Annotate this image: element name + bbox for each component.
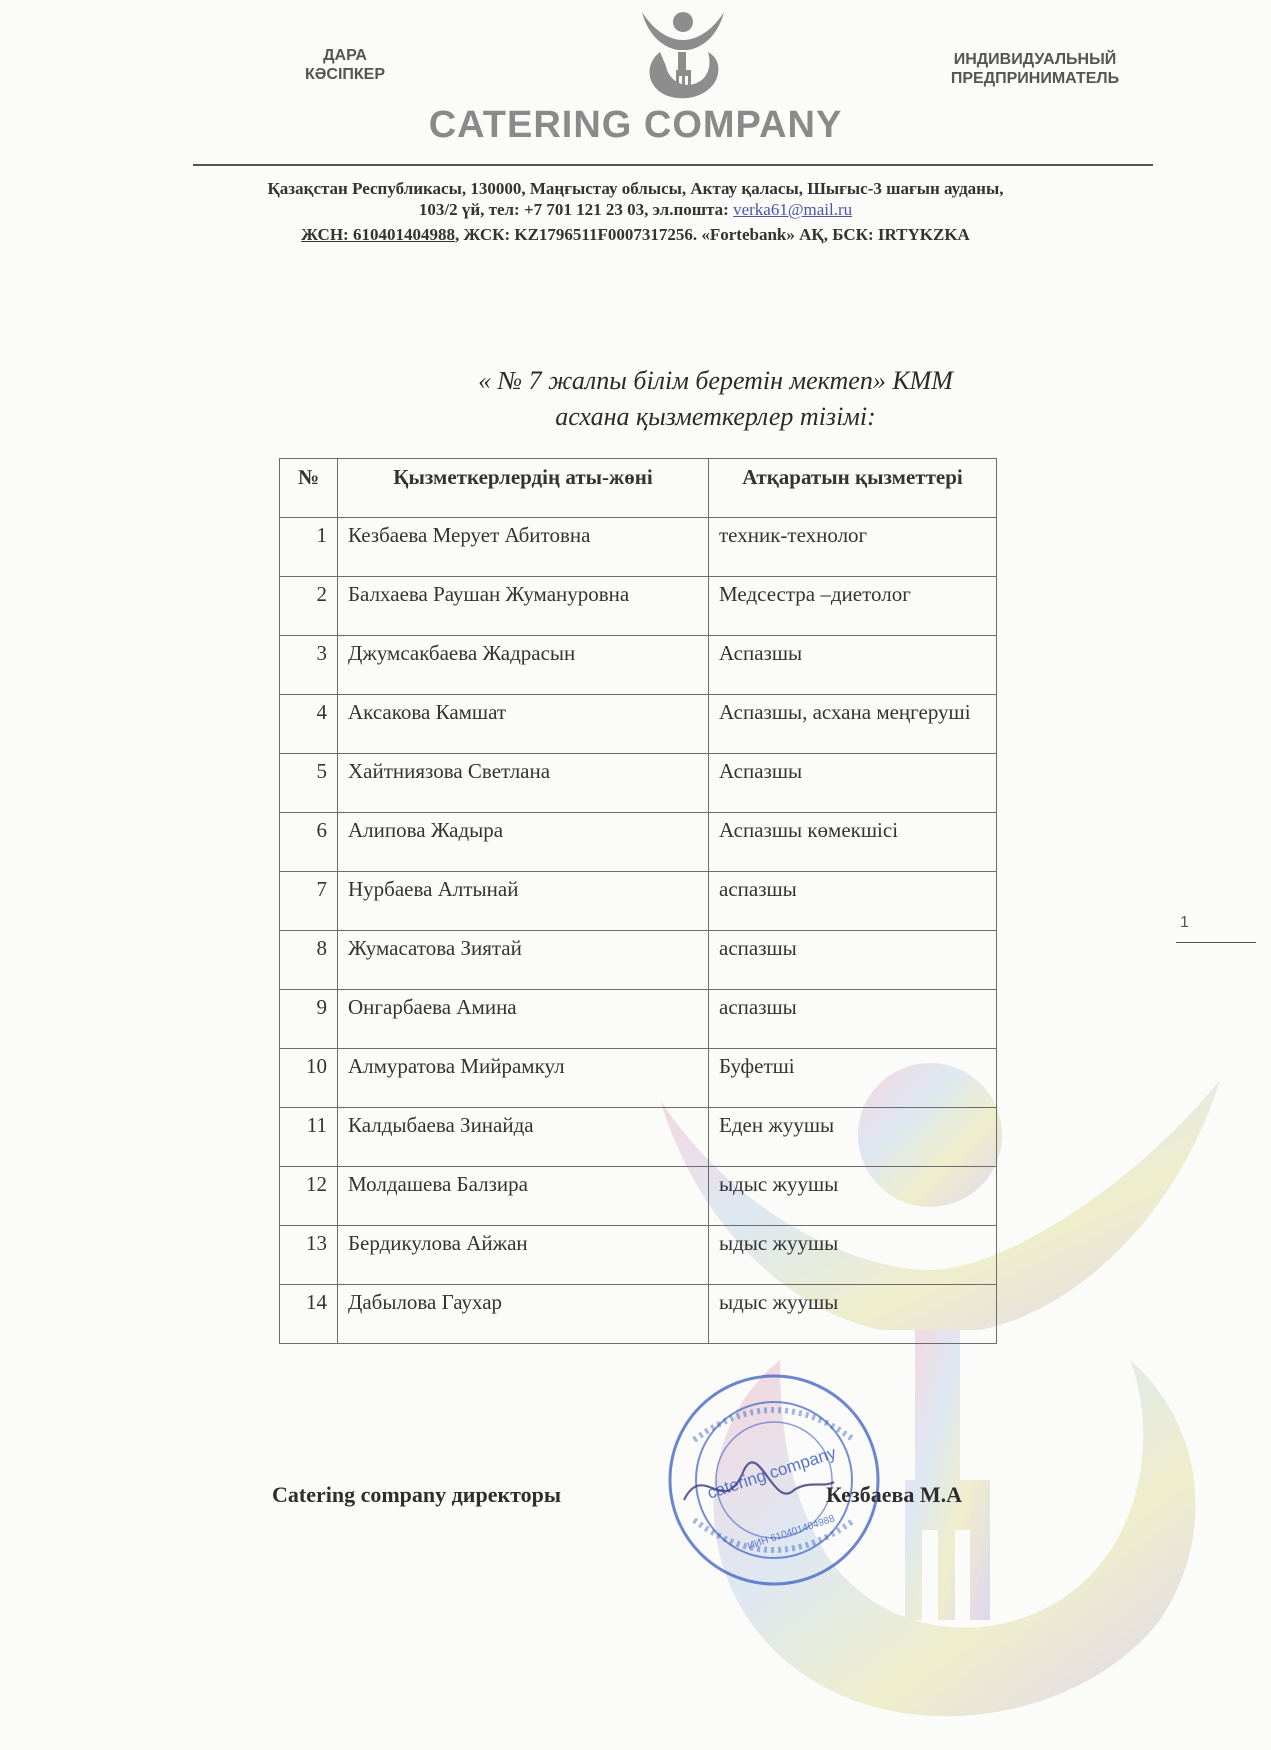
row-number: 14 — [280, 1285, 338, 1344]
left-label-line2: КӘСІПКЕР — [305, 66, 385, 83]
right-label-line2: ПРЕДПРИНИМАТЕЛЬ — [950, 70, 1120, 87]
email-link[interactable]: verka61@mail.ru — [733, 200, 853, 219]
table-row — [280, 577, 997, 636]
document-title-line-1: « № 7 жалпы білім беретін мектеп» КММ — [478, 366, 953, 395]
iin-number: ЖСН: 610401404988 — [301, 225, 455, 244]
row-role: ыдыс жуушы — [709, 1167, 997, 1226]
row-number: 12 — [280, 1167, 338, 1226]
stamp-iin: ИИН 610401404988 — [746, 1513, 837, 1553]
table-row — [280, 872, 997, 931]
table-row — [280, 813, 997, 872]
row-number: 2 — [280, 577, 338, 636]
row-name: Кезбаева Мерует Абитовна — [338, 518, 709, 577]
row-number: 9 — [280, 990, 338, 1049]
letterhead-divider — [193, 164, 1153, 166]
table-row — [280, 518, 997, 577]
document-title-line-2: асхана қызметкерлер тізімі: — [555, 402, 876, 431]
header-name: Қызметкерлердің аты-жөні — [338, 459, 709, 518]
row-role: Еден жуушы — [709, 1108, 997, 1167]
row-number: 1 — [280, 518, 338, 577]
table-row — [280, 1226, 997, 1285]
table-row — [280, 636, 997, 695]
company-logo — [638, 8, 728, 100]
address-line-3 — [0, 224, 1271, 246]
company-brand-name: CATERING COMPANY — [428, 104, 843, 146]
row-name: Молдашева Балзира — [338, 1167, 709, 1226]
director-name: Кезбаева М.А — [826, 1482, 963, 1507]
row-name: Дабылова Гаухар — [338, 1285, 709, 1344]
row-role: аспазшы — [709, 990, 997, 1049]
individual-entrepreneur-label-ru — [930, 50, 1140, 88]
row-number: 13 — [280, 1226, 338, 1285]
address-line-2 — [0, 199, 1271, 221]
row-role: техник-технолог — [709, 518, 997, 577]
header-number: № — [280, 459, 338, 518]
row-number: 7 — [280, 872, 338, 931]
left-label-line1: ДАРА — [323, 47, 367, 64]
row-name: Онгарбаева Амина — [338, 990, 709, 1049]
table-row — [280, 1167, 997, 1226]
row-role: Медсестра –диетолог — [709, 577, 997, 636]
row-name: Аксакова Камшат — [338, 695, 709, 754]
row-role: аспазшы — [709, 872, 997, 931]
table-row — [280, 695, 997, 754]
row-number: 10 — [280, 1049, 338, 1108]
row-number: 6 — [280, 813, 338, 872]
stamp-center-text: catering company — [704, 1443, 839, 1503]
row-name: Алмуратова Мийрамкул — [338, 1049, 709, 1108]
table-row — [280, 990, 997, 1049]
bank-details: , ЖСК: KZ1796511F0007317256. «Fortebank» АҚ, БСК: IRTYKZKA — [454, 225, 970, 244]
row-role: ыдыс жуушы — [709, 1226, 997, 1285]
row-role: аспазшы — [709, 931, 997, 990]
row-name: Балхаева Раушан Жумануровна — [338, 577, 709, 636]
row-role: Буфетші — [709, 1049, 997, 1108]
table-row — [280, 754, 997, 813]
page-mark: 1 — [1180, 914, 1189, 931]
page-mark-underline — [1176, 942, 1256, 943]
row-name: Бердикулова Айжан — [338, 1226, 709, 1285]
row-name: Жумасатова Зиятай — [338, 931, 709, 990]
row-number: 5 — [280, 754, 338, 813]
table-row — [280, 931, 997, 990]
right-label-line1: ИНДИВИДУАЛЬНЫЙ — [953, 51, 1117, 68]
row-name: Джумсакбаева Жадрасын — [338, 636, 709, 695]
row-role: ыдыс жуушы — [709, 1285, 997, 1344]
individual-entrepreneur-label-kz — [290, 46, 400, 84]
table-row — [280, 1049, 997, 1108]
table-row — [280, 1108, 997, 1167]
row-number: 4 — [280, 695, 338, 754]
company-stamp — [664, 1370, 884, 1590]
watermark-fork — [905, 1330, 990, 1620]
address-line-1: Қазақстан Республикасы, 130000, Маңғыстау облысы, Актау қаласы, Шығыс-3 шағын ауданы, — [267, 179, 1004, 198]
header-role: Атқаратын қызметтері — [709, 459, 997, 518]
row-number: 3 — [280, 636, 338, 695]
row-role: Аспазшы көмекшісі — [709, 813, 997, 872]
address-line-2-text: 103/2 үй, тел: +7 701 121 23 03, эл.пошта: — [418, 200, 734, 219]
row-name: Калдыбаева Зинайда — [338, 1108, 709, 1167]
row-role: Аспазшы — [709, 754, 997, 813]
row-number: 8 — [280, 931, 338, 990]
table-row — [280, 1285, 997, 1344]
row-name: Хайтниязова Светлана — [338, 754, 709, 813]
table-header-row — [280, 459, 997, 518]
row-role: Аспазшы — [709, 636, 997, 695]
row-role: Аспазшы, асхана меңгеруші — [709, 695, 997, 754]
row-name: Нурбаева Алтынай — [338, 872, 709, 931]
staff-table — [279, 458, 997, 1344]
row-name: Алипова Жадыра — [338, 813, 709, 872]
director-label: Catering company директоры — [272, 1482, 562, 1507]
row-number: 11 — [280, 1108, 338, 1167]
